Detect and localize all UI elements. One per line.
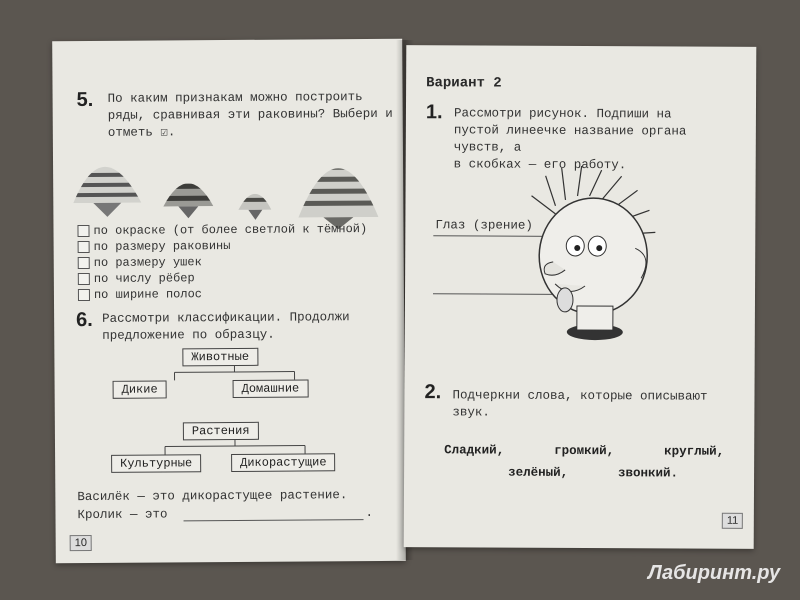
shell-2-hinge bbox=[178, 206, 198, 218]
word[interactable]: круглый, bbox=[664, 444, 725, 459]
shell-1 bbox=[63, 140, 163, 211]
word[interactable]: зелёный, bbox=[508, 465, 569, 480]
task6-text-line: предложение по образцу. bbox=[102, 327, 275, 343]
task6-text-line: Рассмотри классификации. Продолжи bbox=[102, 310, 350, 326]
shell-2 bbox=[153, 150, 223, 210]
option-label: по размеру раковины bbox=[93, 238, 231, 254]
checkbox[interactable] bbox=[78, 241, 90, 253]
head bbox=[539, 198, 648, 315]
task1-text-line: пустой линеечке название органа чувств, а bbox=[453, 123, 687, 155]
answer-prompt: Кролик — это bbox=[77, 507, 168, 523]
word[interactable]: звонкий. bbox=[618, 466, 679, 481]
diagram2-right-box: Дикорастущие bbox=[231, 453, 336, 472]
diagram1-root-box: Животные bbox=[182, 348, 258, 367]
checkbox[interactable] bbox=[78, 273, 90, 285]
right-page bbox=[404, 45, 757, 549]
task2-number: 2. bbox=[424, 381, 442, 404]
left-page bbox=[52, 39, 406, 563]
task1-text-line: в скобках — его работу. bbox=[453, 157, 627, 173]
example-sentence: Василёк — это дикорастущее растение. bbox=[77, 488, 348, 505]
diagram2-left-box: Культурные bbox=[111, 454, 201, 473]
neck bbox=[577, 306, 613, 330]
checkbox[interactable] bbox=[78, 257, 90, 269]
option-label: по ширине полос bbox=[93, 287, 203, 302]
boy-face-illustration bbox=[525, 166, 676, 347]
task2-text-line: Подчеркни слова, которые описывают bbox=[452, 388, 708, 404]
variant-heading: Вариант 2 bbox=[426, 75, 502, 92]
page-number-right: 11 bbox=[722, 513, 744, 529]
words-line-1 bbox=[444, 443, 724, 458]
answer-line[interactable] bbox=[184, 519, 364, 521]
checkbox[interactable] bbox=[77, 225, 89, 237]
task5-text-line: отметь ☑. bbox=[107, 125, 176, 140]
task5-number: 5. bbox=[76, 88, 94, 112]
task6-text bbox=[102, 309, 402, 345]
task2-text-line: звук. bbox=[452, 405, 490, 420]
task2-text bbox=[452, 387, 742, 423]
task5-text-line: ряды, сравнивая эти раковины? Выбери и bbox=[107, 106, 393, 123]
task1-text bbox=[454, 105, 744, 175]
words-line-2 bbox=[508, 466, 678, 481]
task1-text-line: Рассмотри рисунок. Подпиши на bbox=[453, 106, 672, 122]
task5-options bbox=[77, 221, 398, 303]
shells-illustration bbox=[63, 139, 394, 231]
task5-text-line: По каким признакам можно построить bbox=[107, 90, 363, 106]
word[interactable]: громкий, bbox=[554, 443, 615, 459]
watermark-logo: Лабиринт.ру bbox=[648, 562, 781, 584]
task5-text bbox=[108, 89, 398, 142]
shell-3-hinge bbox=[248, 210, 262, 220]
filled-label: Глаз (зрение) bbox=[435, 218, 533, 233]
shell-1-hinge bbox=[93, 203, 121, 217]
option-label: по размеру ушек bbox=[93, 255, 202, 270]
word[interactable]: Сладкий, bbox=[444, 443, 505, 458]
checkbox[interactable] bbox=[78, 289, 90, 301]
diagram1-left-box: Дикие bbox=[113, 380, 167, 398]
diagram2-root-box: Растения bbox=[183, 422, 259, 441]
task6-number: 6. bbox=[76, 308, 93, 332]
option-label: по числу рёбер bbox=[93, 271, 195, 286]
option-row[interactable] bbox=[78, 285, 398, 303]
shell-4 bbox=[293, 139, 384, 220]
option-label: по окраске (от более светлой к тёмной) bbox=[93, 222, 368, 238]
page-number-left: 10 bbox=[70, 535, 92, 551]
tongue bbox=[557, 288, 573, 312]
answer-end-mark: . bbox=[365, 506, 374, 521]
task1-number: 1. bbox=[425, 101, 443, 124]
shell-3 bbox=[233, 170, 278, 215]
diagram1-right-box: Домашние bbox=[233, 379, 309, 398]
